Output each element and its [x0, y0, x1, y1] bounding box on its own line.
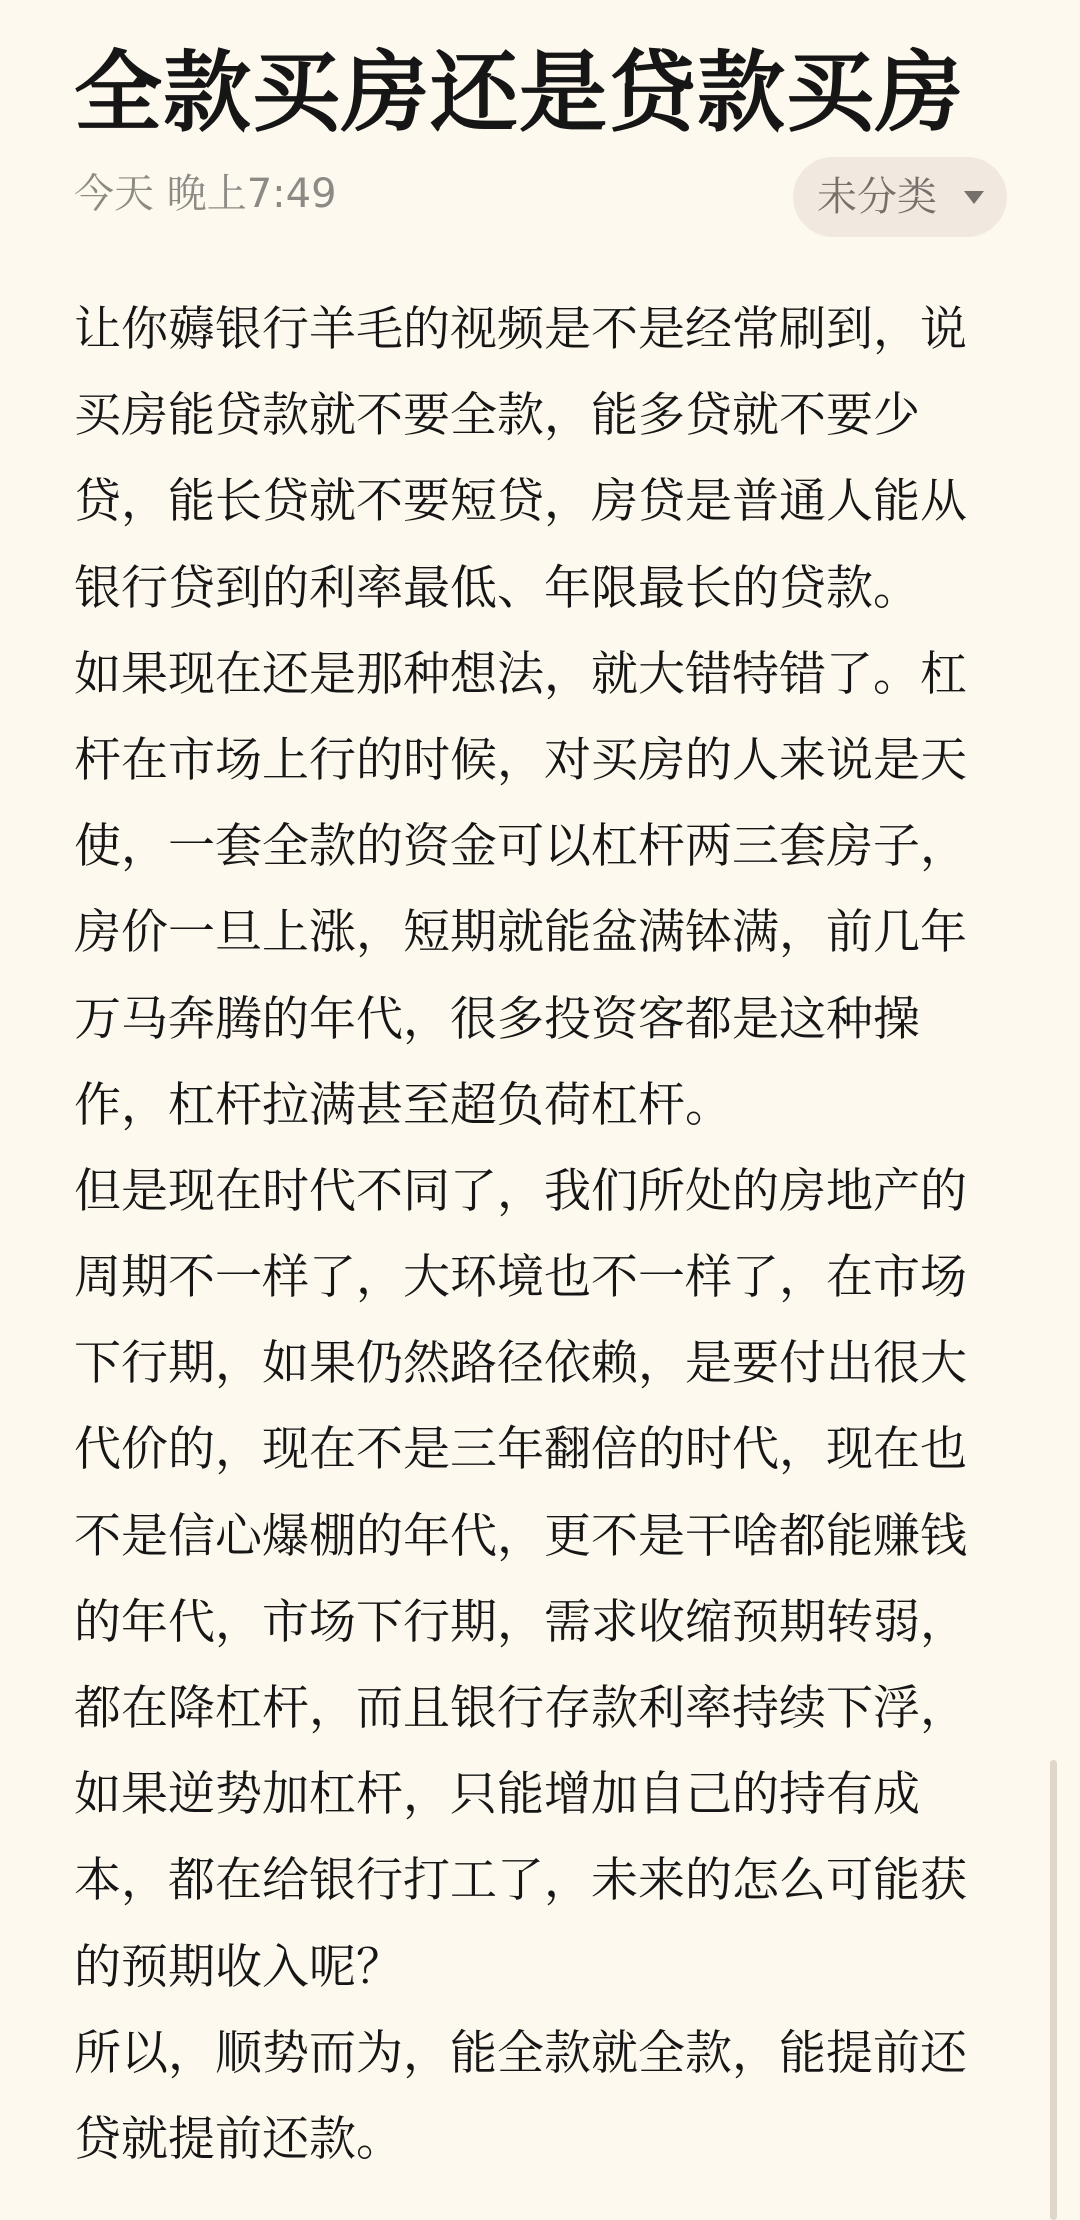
body-line: 的预期收入呢？ — [74, 1939, 403, 1995]
body-line: 本，都在给银行打工了，未来的怎么可能获 — [74, 1853, 967, 1909]
body-line: 周期不一样了，大环境也不一样了，在市场 — [74, 1250, 967, 1306]
body-line: 代价的，现在不是三年翻倍的时代，现在也 — [74, 1422, 967, 1478]
body-line: 万马奔腾的年代，很多投资客都是这种操 — [74, 991, 920, 1047]
scrollbar[interactable] — [1050, 1760, 1057, 2220]
body-line: 下行期，如果仍然路径依赖，是要付出很大 — [74, 1336, 967, 1392]
body-line: 买房能贷款就不要全款，能多贷就不要少 — [74, 388, 920, 444]
body-line: 的年代，市场下行期，需求收缩预期转弱， — [74, 1594, 967, 1650]
body-line: 银行贷到的利率最低、年限最长的贷款。 — [74, 560, 920, 616]
body-line: 如果现在还是那种想法，就大错特错了。杠 — [74, 646, 967, 702]
note-timestamp: 今天 晚上7:49 — [74, 171, 337, 217]
body-line: 但是现在时代不同了，我们所处的房地产的 — [74, 1163, 967, 1219]
body-line: 作，杠杆拉满甚至超负荷杠杆。 — [74, 1077, 732, 1133]
body-line: 贷就提前还款。 — [74, 2111, 403, 2167]
body-line: 让你薅银行羊毛的视频是不是经常刷到，说 — [74, 302, 967, 357]
body-line: 所以，顺势而为，能全款就全款，能提前还 — [74, 2025, 967, 2081]
chevron-down-icon — [964, 191, 984, 204]
category-label: 未分类 — [817, 174, 937, 220]
body-line: 使，一套全款的资金可以杠杆两三套房子， — [74, 819, 967, 875]
category-selector[interactable] — [793, 157, 1007, 237]
body-line: 都在降杠杆，而且银行存款利率持续下浮， — [74, 1681, 967, 1736]
body-line: 杆在市场上行的时候，对买房的人来说是天 — [74, 732, 967, 788]
body-line: 房价一旦上涨，短期就能盆满钵满，前几年 — [74, 905, 967, 961]
note-title[interactable]: 全款买房还是贷款买房 — [74, 41, 965, 144]
body-line: 不是信心爆棚的年代，更不是干啥都能赚钱 — [74, 1508, 967, 1564]
body-line: 贷，能长贷就不要短贷，房贷是普通人能从 — [74, 474, 967, 530]
body-line: 如果逆势加杠杆，只能增加自己的持有成 — [74, 1767, 920, 1823]
note-body[interactable] — [74, 287, 994, 2183]
